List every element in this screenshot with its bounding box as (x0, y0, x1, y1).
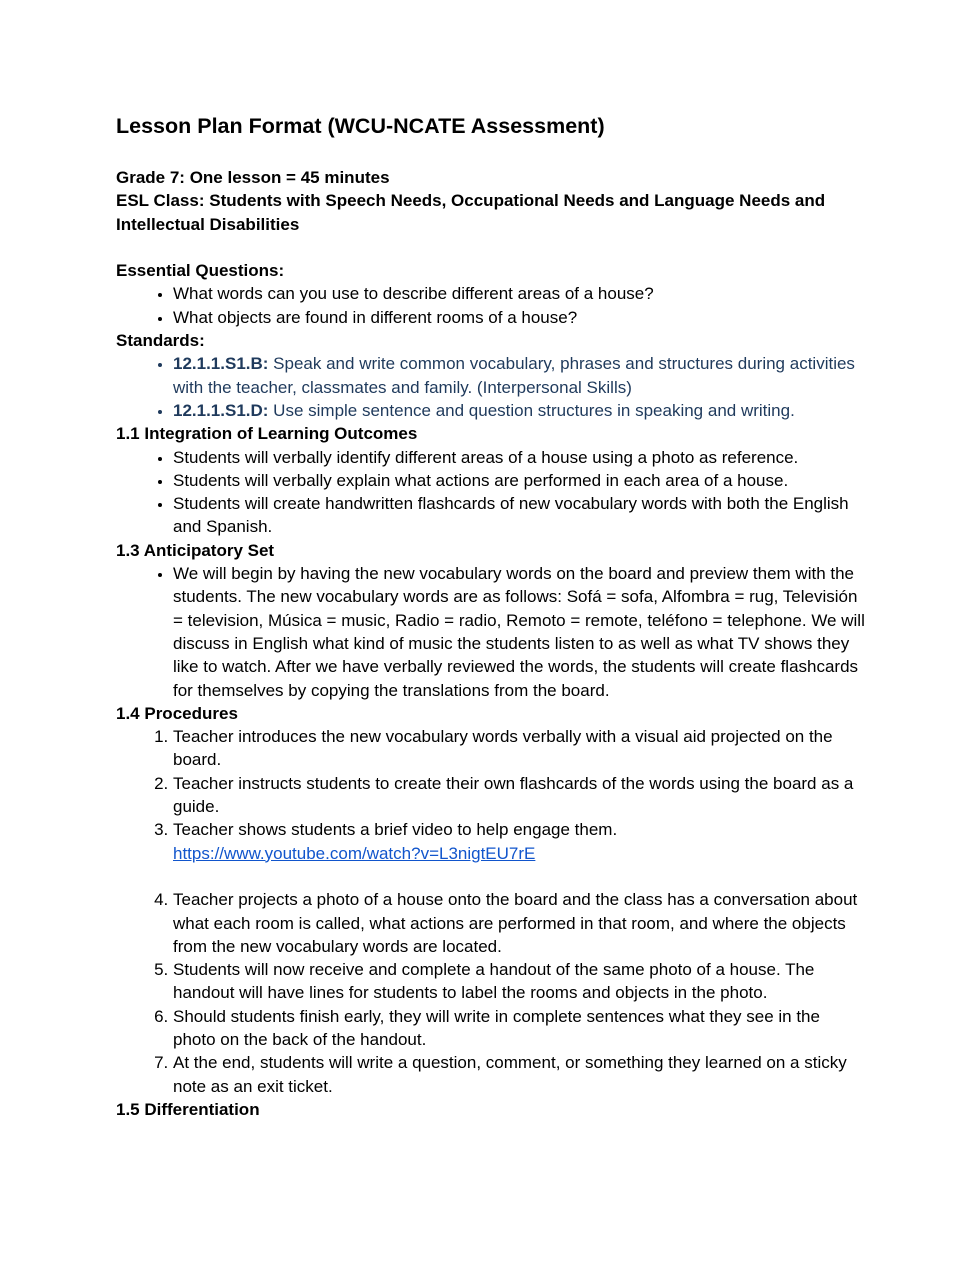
differentiation-heading: 1.5 Differentiation (116, 1099, 260, 1119)
anticipatory-heading: 1.3 Anticipatory Set (116, 540, 275, 560)
procedures-list (116, 725, 866, 1098)
procedure-text: Teacher shows students a brief video to help engage them. (173, 820, 618, 840)
document-body (116, 166, 866, 1121)
standard-item (173, 352, 866, 399)
outcomes-list (116, 446, 866, 539)
list-item: 2. Teacher instructs students to create their own flashcards of the words using the board as a guide. (173, 772, 866, 819)
standard-code: 12.1.1.S1.D: (173, 400, 269, 420)
list-item: 4. Teacher projects a photo of a house onto the board and the class has a conversation about what each room is called, what actions are performed in that room, and where the objects from the new vocabulary words are located. (173, 888, 866, 958)
list-item (173, 818, 866, 888)
standards-list (116, 352, 866, 422)
video-link[interactable]: https://www.youtube.com/watch?v=L3nigtEU7rE (173, 843, 536, 863)
list-item: 5. Students will now receive and complete a handout of the same photo of a house. The handout will have lines for students to label the rooms and objects in the photo. (173, 958, 866, 1005)
list-item: • Students will verbally identify different areas of a house using a photo as reference. (173, 446, 866, 469)
procedures-heading: 1.4 Procedures (116, 703, 238, 723)
list-item: • We will begin by having the new vocabulary words on the board and preview them with the students. The new vocabulary words are as follows: Sofá = sofa, Alfombra = rug, Televisión = television, Música = music, Radio = radio, Remoto = remote, teléfono = telephone. We will discuss in English what kind of music the students listen to as well as what TV shows they like to watch. After we have verbally reviewed the words, the students will create flashcards for themselves by copying the translations from the board. (173, 562, 866, 702)
list-item: 6. Should students finish early, they will write in complete sentences what they see in the photo on the back of the handout. (173, 1005, 866, 1052)
class-line: ESL Class: Students with Speech Needs, Occupational Needs and Language Needs and Intellectual Disabilities (116, 191, 826, 234)
list-item: • Students will verbally explain what actions are performed in each area of a house. (173, 469, 866, 492)
standard-text: Speak and write common vocabulary, phrases and structures during activities with the teacher, classmates and family. (Interpersonal Skills) (173, 354, 855, 397)
standard-item (173, 399, 866, 422)
list-item: • What words can you use to describe different areas of a house? (173, 282, 866, 305)
page-title: Lesson Plan Format (WCU-NCATE Assessment) (116, 114, 605, 138)
list-item: 7. At the end, students will write a question, comment, or something they learned on a sticky note as an exit ticket. (173, 1051, 866, 1098)
list-item: • Students will create handwritten flashcards of new vocabulary words with both the English and Spanish. (173, 492, 866, 539)
list-item: 1. Teacher introduces the new vocabulary words verbally with a visual aid projected on the board. (173, 725, 866, 772)
essential-heading: Essential Questions: (116, 261, 285, 281)
essential-list (116, 282, 866, 329)
standards-heading: Standards: (116, 331, 205, 351)
standard-code: 12.1.1.S1.B: (173, 354, 269, 374)
outcomes-heading: 1.1 Integration of Learning Outcomes (116, 424, 418, 444)
standard-text: Use simple sentence and question structures in speaking and writing. (268, 400, 795, 420)
list-item: • What objects are found in different rooms of a house? (173, 306, 866, 329)
grade-line: Grade 7: One lesson = 45 minutes (116, 168, 390, 187)
anticipatory-list (116, 562, 866, 702)
